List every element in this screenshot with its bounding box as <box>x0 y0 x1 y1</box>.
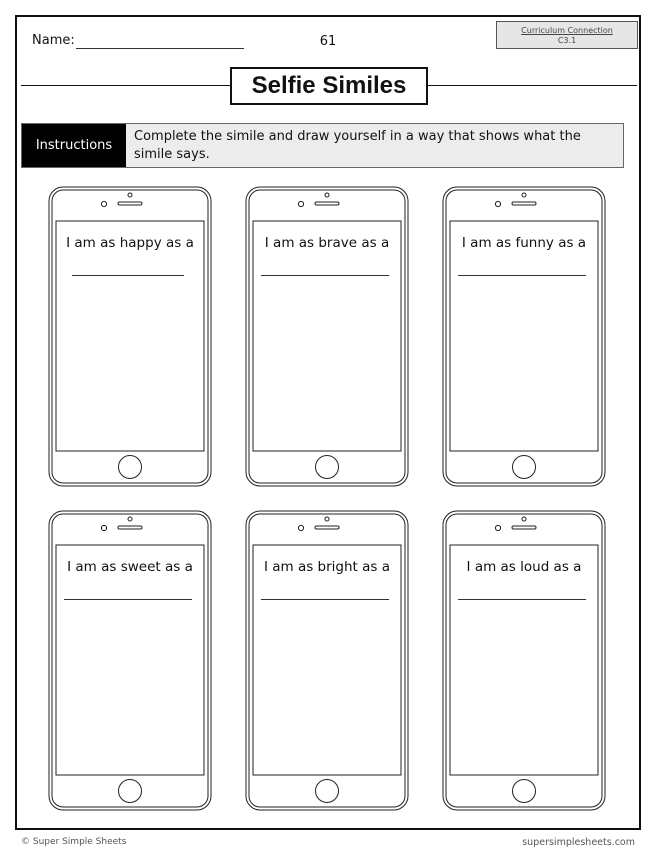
instructions-text: Complete the simile and draw yourself in a way that shows what the simile says. <box>134 129 581 162</box>
simile-prompt: I am as bright as a <box>263 559 391 575</box>
footer-copyright: © Super Simple Sheets <box>21 837 127 847</box>
simile-prompt: I am as sweet as a <box>67 559 193 575</box>
phone-outline <box>48 510 212 811</box>
phone-frame-3 <box>442 186 606 487</box>
phone-frame-4 <box>48 510 212 811</box>
phone-frame-2 <box>245 186 409 487</box>
simile-answer-line <box>72 275 184 276</box>
instructions-bar <box>21 123 624 168</box>
phone-outline <box>442 510 606 811</box>
phone-frame-6 <box>442 510 606 811</box>
name-label: Name: <box>32 33 75 48</box>
phone-outline <box>245 510 409 811</box>
phone-outline <box>442 186 606 487</box>
curriculum-connection-code: C3.1 <box>557 36 577 45</box>
simile-prompt: I am as loud as a <box>466 559 582 575</box>
phone-frame-5 <box>245 510 409 811</box>
name-writing-line <box>76 48 244 49</box>
simile-answer-line <box>261 599 389 600</box>
simile-answer-line <box>64 599 192 600</box>
simile-answer-line <box>261 275 389 276</box>
simile-answer-line <box>458 275 586 276</box>
simile-prompt: I am as funny as a <box>461 235 587 251</box>
phone-outline <box>245 186 409 487</box>
curriculum-connection-box <box>496 21 638 49</box>
page-number: 61 <box>319 34 337 49</box>
footer-website-link[interactable]: supersimplesheets.com <box>522 837 635 848</box>
phone-outline <box>48 186 212 487</box>
simile-prompt: I am as happy as a <box>66 235 194 251</box>
page-title: Selfie Similes <box>230 67 428 105</box>
phone-frame-1 <box>48 186 212 487</box>
simile-answer-line <box>458 599 586 600</box>
instructions-label: Instructions <box>22 124 126 167</box>
simile-prompt: I am as brave as a <box>264 235 390 251</box>
curriculum-connection-label: Curriculum Connection <box>521 26 613 35</box>
